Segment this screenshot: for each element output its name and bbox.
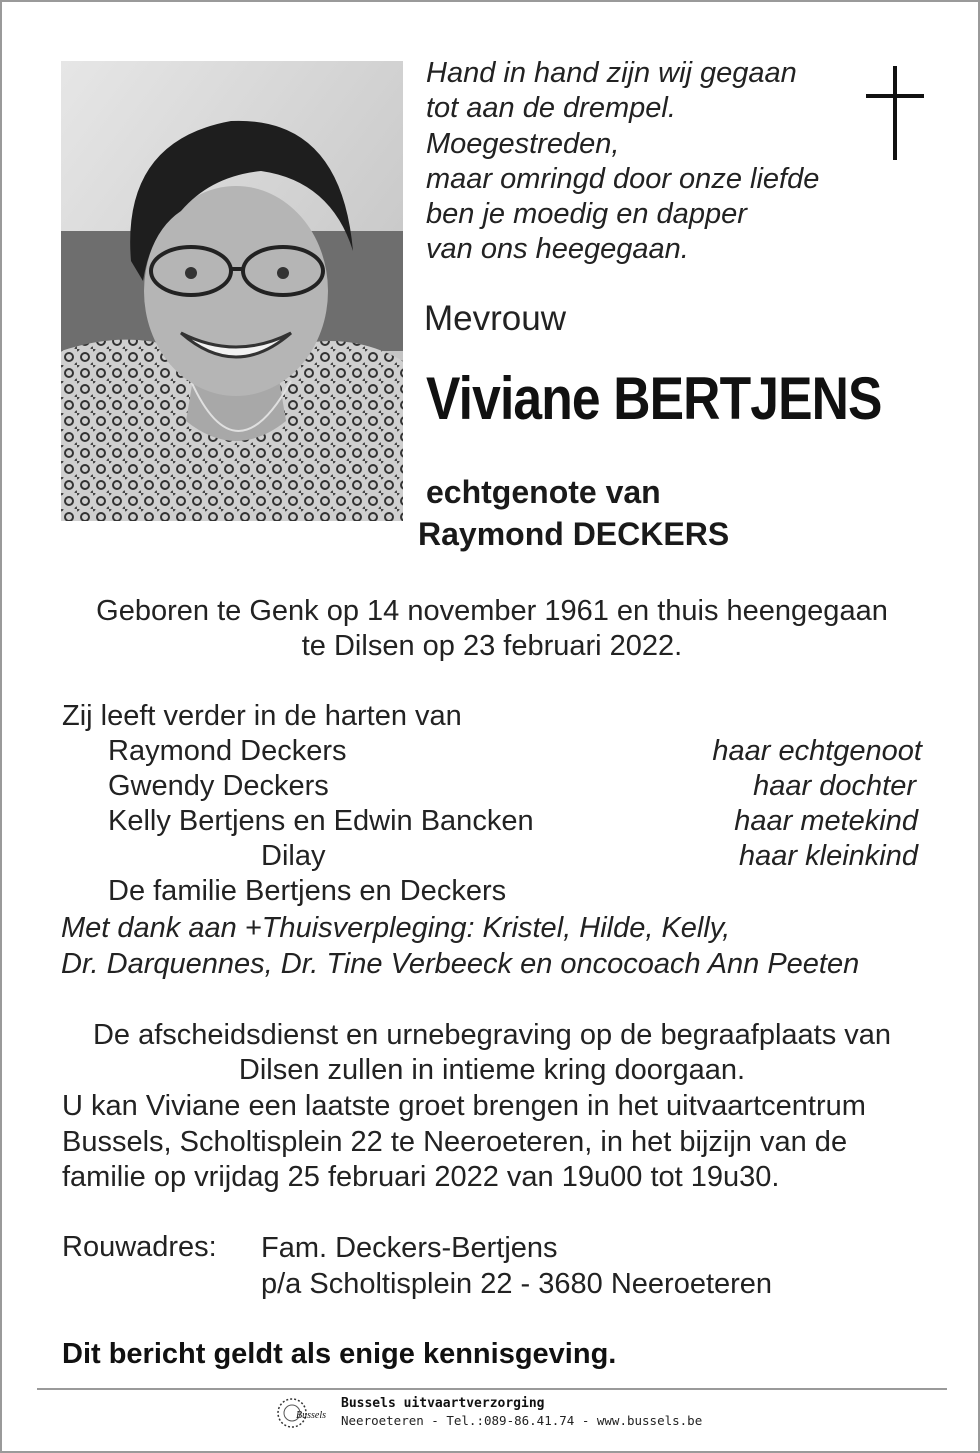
survivor-role: haar echtgenoot [712, 735, 922, 767]
survivor-role: haar metekind [734, 805, 918, 837]
thanks-line: Dr. Darquennes, Dr. Tine Verbeeck en oncocoach Ann Peeten [61, 947, 860, 980]
survivor-name: Kelly Bertjens en Edwin Bancken [108, 805, 534, 837]
spouse-label: echtgenote van [426, 474, 661, 510]
company-name: Bussels uitvaartverzorging [341, 1396, 545, 1411]
poem-line: maar omringd door onze liefde [426, 162, 820, 195]
mourning-address [261, 1231, 772, 1302]
spouse-name: Raymond DECKERS [418, 516, 730, 552]
service-line: De afscheidsdienst en urnebegraving op de begraafplaats van [92, 1019, 892, 1051]
visitation-line: Bussels, Scholtisplein 22 te Neeroeteren, in het bijzijn van de [62, 1125, 848, 1158]
visitation-line: U kan Viviane een laatste groet brengen in het uitvaartcentrum [62, 1090, 866, 1122]
thanks-line: Met dank aan +Thuisverpleging: Kristel, Hilde, Kelly, [61, 912, 731, 944]
thanks-note [61, 911, 859, 982]
portrait-illustration [61, 61, 403, 521]
survivor-name: Dilay [261, 840, 326, 872]
survivor-role: haar dochter [753, 770, 916, 802]
birth-death-line: Geboren te Genk op 14 november 1961 en thuis heengegaan [96, 595, 888, 627]
cross-icon [866, 66, 924, 160]
notice: Dit bericht geldt als enige kennisgeving. [62, 1338, 617, 1370]
survivor-name: Gwendy Deckers [108, 770, 329, 802]
address-label: Rouwadres: [62, 1231, 217, 1263]
visitation-info [62, 1089, 866, 1196]
service-info [42, 1018, 942, 1088]
visitation-line: familie op vrijdag 25 februari 2022 van 19u00 tot 19u30. [62, 1161, 780, 1193]
service-line: Dilsen zullen in intieme kring doorgaan. [238, 1054, 746, 1086]
survivor-role: haar kleinkind [739, 840, 918, 872]
salutation: Mevrouw [424, 299, 566, 338]
birth-death-info [42, 594, 942, 664]
birth-death-line: te Dilsen op 23 februari 2022. [301, 630, 683, 662]
company-contact: Neeroeteren - Tel.:089-86.41.74 - www.bussels.be [341, 1413, 703, 1428]
address-line: Fam. Deckers-Bertjens [261, 1232, 558, 1264]
survivor-name: Raymond Deckers [108, 735, 347, 767]
survivors-intro: Zij leeft verder in de harten van [62, 700, 462, 732]
deceased-name: Viviane BERTJENS [426, 365, 882, 432]
poem-line: Hand in hand zijn wij gegaan [426, 57, 797, 89]
company-logo-icon [276, 1396, 332, 1430]
address-line: p/a Scholtisplein 22 - 3680 Neeroeteren [261, 1267, 773, 1300]
poem [426, 56, 819, 268]
survivor-name: De familie Bertjens en Deckers [108, 875, 507, 907]
divider [37, 1388, 947, 1390]
poem-line: van ons heegegaan. [426, 233, 689, 266]
portrait-photo [61, 61, 403, 521]
poem-line: Moegestreden, [426, 127, 620, 160]
poem-line: tot aan de drempel. [426, 92, 676, 125]
poem-line: ben je moedig en dapper [426, 198, 747, 231]
logo-text: Bussels [296, 1410, 326, 1421]
